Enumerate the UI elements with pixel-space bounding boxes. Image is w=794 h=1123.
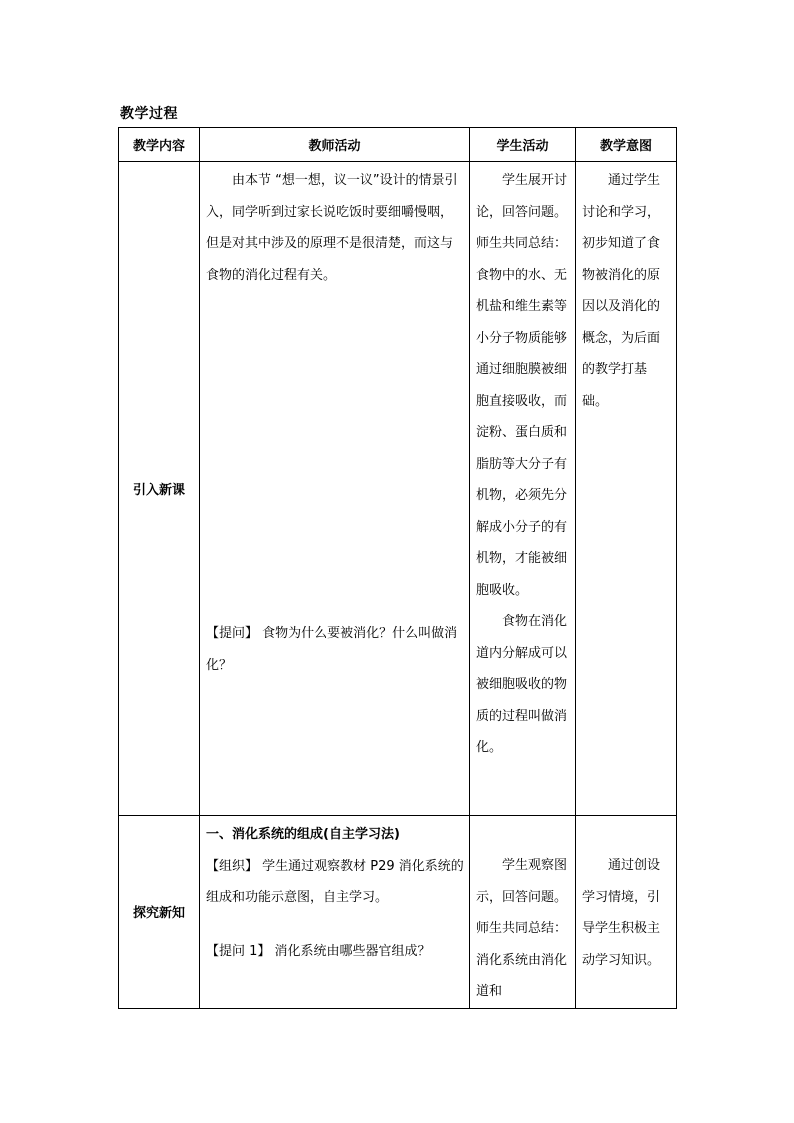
- intent-paragraph: 通过学生讨论和学习，初步知道了食物被消化的原因以及消化的概念，为后面的教学打基础。: [582, 173, 661, 409]
- section-title: 教学过程: [120, 106, 178, 122]
- teacher-paragraph: 【组织】 学生通过观察教材 P29 消化系统的组成和功能示意图，自主学习。: [206, 858, 464, 905]
- student-activity-cell: [470, 816, 576, 1009]
- table-row: [119, 816, 677, 1009]
- teacher-question: 【提问 1】 消化系统由哪些器官组成？: [206, 943, 431, 959]
- teacher-question: 【提问】 食物为什么要被消化？什么叫做消化？: [206, 626, 458, 673]
- student-activity-cell: [470, 162, 576, 816]
- teacher-activity-cell: [200, 816, 470, 1009]
- student-paragraph: 食物在消化道内分解成可以被细胞吸收的物质的过程叫做消化。: [476, 614, 568, 755]
- header-student-activity: 学生活动: [470, 128, 576, 162]
- teacher-activity-cell: [200, 162, 470, 816]
- teacher-heading: 一、消化系统的组成(自主学习法): [206, 827, 400, 842]
- header-content: 教学内容: [119, 128, 200, 162]
- table-row: [119, 162, 677, 816]
- teaching-process-table: [118, 127, 677, 1009]
- header-teaching-intent: 教学意图: [576, 128, 677, 162]
- student-paragraph: 学生观察图示，回答问题。师生共同总结：消化系统由消化道和: [476, 858, 568, 999]
- row-content-label: 探究新知: [119, 816, 200, 1009]
- intent-paragraph: 通过创设学习情境，引导学生积极主动学习知识。: [582, 858, 661, 968]
- teaching-intent-cell: [576, 816, 677, 1009]
- teaching-intent-cell: [576, 162, 677, 816]
- header-teacher-activity: 教师活动: [200, 128, 470, 162]
- table-header-row: [119, 128, 677, 162]
- row-content-label: 引入新课: [119, 162, 200, 816]
- student-paragraph: 学生展开讨论，回答问题。师生共同总结：食物中的水、无机盐和维生素等小分子物质能够通过细胞膜被细胞直接吸收，而淀粉、蛋白质和脂肪等大分子有机物，必须先分解成小分子的有机物，才能被细胞吸收。: [476, 173, 568, 598]
- teacher-paragraph: 由本节 “想一想，议一议”设计的情景引入，同学听到过家长说吃饭时要细嚼慢咽，但是对其中涉及的原理不是很清楚，而这与食物的消化过程有关。: [206, 173, 458, 283]
